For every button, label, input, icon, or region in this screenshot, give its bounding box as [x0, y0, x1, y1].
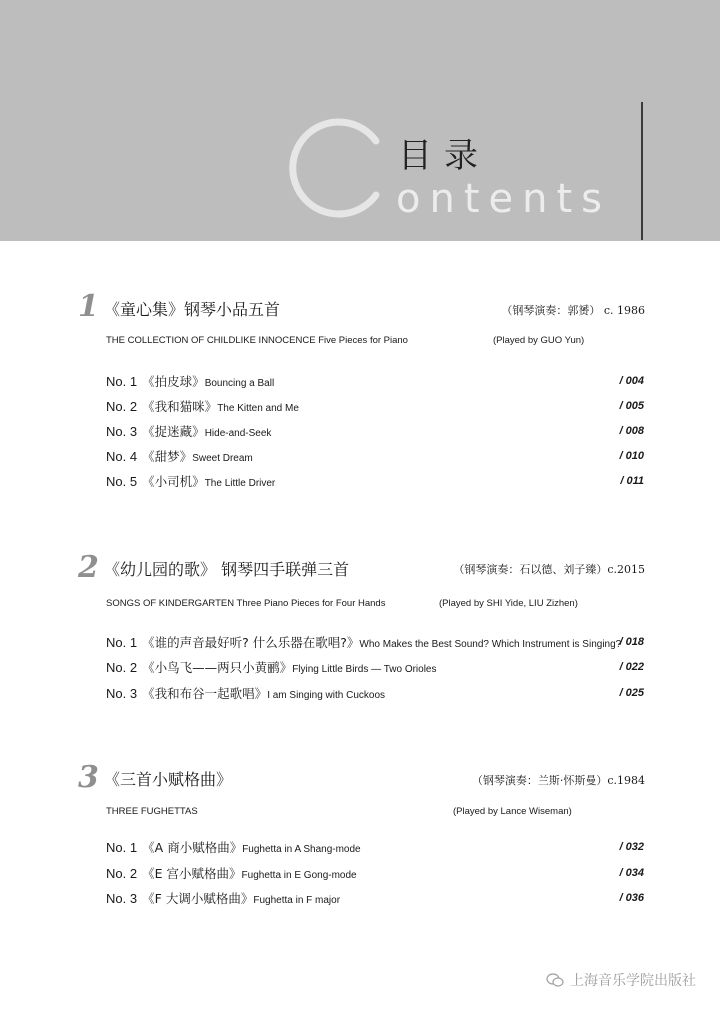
section-performer: （钢琴演奏：郭赟） c. 1986 [501, 304, 645, 317]
entry-title-cn: 《小鸟飞——两只小黄鹂》 [142, 660, 293, 675]
wechat-icon [546, 973, 564, 987]
entry-title-en: Flying Little Birds — Two Orioles [292, 664, 437, 675]
entry-title-en: The Little Driver [204, 478, 276, 489]
entry-title-en: Who Makes the Best Sound? Which Instrument is Singing? [359, 639, 622, 650]
toc-entry[interactable] [106, 372, 644, 390]
toc-entry[interactable] [106, 422, 644, 440]
title-en-text: ontents [396, 176, 611, 222]
publisher-watermark [546, 970, 696, 990]
watermark-text: 上海音乐学院出版社 [570, 973, 696, 989]
toc-entry[interactable] [106, 472, 644, 490]
entry-title-cn: 《捉迷藏》 [142, 424, 205, 439]
toc-entry-text [106, 472, 275, 493]
section-title-en: SONGS OF KINDERGARTEN Three Piano Pieces for Four Hands [106, 598, 386, 609]
entry-number: No. 2 [106, 660, 138, 675]
section-number: 3 [78, 760, 99, 795]
toc-entry-text [106, 447, 253, 468]
entry-title-en: The Kitten and Me [217, 403, 299, 414]
toc-entry-text [106, 397, 299, 418]
toc-entry[interactable] [106, 838, 644, 856]
toc-entry[interactable] [106, 864, 644, 882]
entry-title-en: Fughetta in E Gong-mode [241, 870, 357, 881]
page-number: / 018 [619, 636, 644, 648]
entry-title-en: Fughetta in F major [253, 895, 341, 906]
entry-title-en: Hide-and-Seek [204, 428, 272, 439]
toc-entry-text [106, 633, 621, 654]
section-performer: （钢琴演奏：石以德、刘子臻）c.2015 [453, 563, 645, 576]
page-number: / 008 [619, 425, 644, 437]
entry-number: No. 1 [106, 840, 138, 855]
entry-title-cn: 《甜梦》 [142, 449, 193, 464]
entry-number: No. 1 [106, 635, 138, 650]
entry-number: No. 2 [106, 866, 138, 881]
section-performer-en: (Played by SHI Yide, LIU Zizhen) [439, 598, 578, 609]
section-performer-en: (Played by Lance Wiseman) [453, 806, 572, 817]
toc-entry-text [106, 889, 340, 910]
section-number: 1 [78, 289, 99, 324]
section-title: 《童心集》钢琴小品五首 [104, 300, 281, 319]
toc-entry-text [106, 658, 437, 679]
contents-c-letter [284, 113, 394, 223]
section-number: 2 [78, 550, 99, 585]
entry-title-cn: 《小司机》 [142, 474, 205, 489]
entry-number: No. 5 [106, 474, 138, 489]
title-cn: 目录 [398, 136, 490, 176]
entry-number: No. 3 [106, 891, 138, 906]
toc-entry-text [106, 684, 385, 705]
entry-title-en: I am Singing with Cuckoos [267, 690, 386, 701]
section-performer: （钢琴演奏：兰斯·怀斯曼）c.1984 [471, 774, 645, 787]
entry-number: No. 4 [106, 449, 138, 464]
entry-title-cn: 《F 大调小赋格曲》 [142, 891, 254, 906]
entry-number: No. 2 [106, 399, 138, 414]
entry-number: No. 1 [106, 374, 138, 389]
page-number: / 034 [619, 867, 644, 879]
section-performer-en: (Played by GUO Yun) [493, 335, 585, 346]
section-title-en: THREE FUGHETTAS [106, 806, 198, 817]
page-number: / 025 [619, 687, 644, 699]
toc-entry[interactable] [106, 397, 644, 415]
entry-title-cn: 《我和猫咪》 [142, 399, 218, 414]
section-title: 《幼儿园的歌》 钢琴四手联弹三首 [104, 560, 350, 579]
page-number: / 005 [619, 400, 644, 412]
toc-entry-text [106, 422, 271, 443]
toc-entry[interactable] [106, 684, 644, 702]
entry-title-en: Fughetta in A Shang-mode [242, 844, 361, 855]
entry-title-cn: 《A 商小赋格曲》 [142, 840, 243, 855]
toc-entry[interactable] [106, 889, 644, 907]
page-number: / 004 [619, 375, 644, 387]
page-number: / 010 [619, 450, 644, 462]
title-en [396, 176, 611, 222]
header-band [0, 0, 720, 241]
section-title-en: THE COLLECTION OF CHILDLIKE INNOCENCE Five Pieces for Piano [106, 335, 408, 346]
entry-title-cn: 《谁的声音最好听? 什么乐器在歌唱?》 [142, 635, 360, 650]
toc-entry-text [106, 372, 274, 393]
page-number: / 011 [620, 475, 644, 487]
entry-number: No. 3 [106, 686, 138, 701]
entry-title-cn: 《E 宫小赋格曲》 [142, 866, 242, 881]
entry-title-en: Bouncing a Ball [204, 378, 275, 389]
toc-entry-text [106, 864, 357, 885]
toc-entry-text [106, 838, 361, 859]
header-divider [641, 102, 643, 240]
entry-title-cn: 《我和布谷一起歌唱》 [142, 686, 268, 701]
page-number: / 036 [619, 892, 644, 904]
toc-entry[interactable] [106, 658, 644, 676]
toc-entry[interactable] [106, 447, 644, 465]
entry-number: No. 3 [106, 424, 138, 439]
toc-entry[interactable] [106, 633, 644, 651]
page-number: / 022 [619, 661, 644, 673]
section-title: 《三首小赋格曲》 [104, 770, 233, 789]
entry-title-en: Sweet Dream [192, 453, 253, 464]
entry-title-cn: 《拍皮球》 [142, 374, 205, 389]
page-number: / 032 [619, 841, 644, 853]
